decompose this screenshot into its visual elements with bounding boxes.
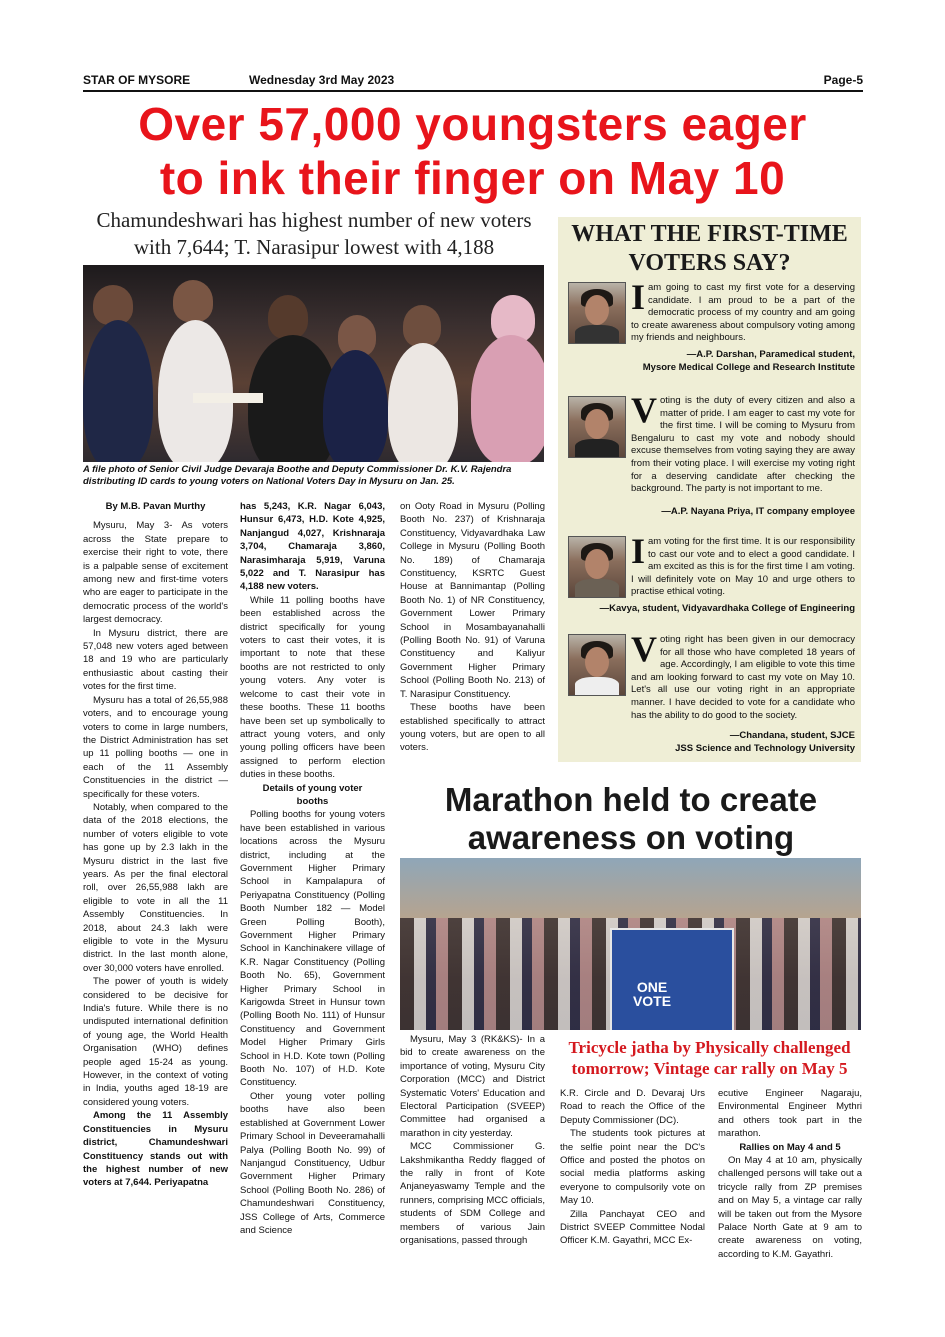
quote-text: am going to cast my first vote for a deserving candidate. I am proud to be a part of the democratic process of my country and am going to create awareness about compulsory voting among my friends and neighbours.: [631, 282, 855, 344]
marathon-headline: [396, 781, 866, 857]
masthead-rule: [83, 90, 863, 92]
box-title-line-2: VOTERS SAY?: [628, 250, 791, 276]
portrait-chandana: [568, 634, 626, 696]
article-column-2: [240, 500, 385, 1237]
drop-cap: I: [631, 277, 646, 317]
paragraph-bold: [240, 500, 385, 594]
tricycle-subhead-line-2: tomorrow; Vintage car rally on May 5: [571, 1059, 848, 1078]
quote-1: [631, 277, 855, 345]
quote-3: [631, 531, 855, 599]
quote-text: oting is the duty of every citizen and also a matter of pride. I am eager to cast my vote for the first time. I will be coming to Mysuru from Bengaluru to cast my vote and nobody should excuse themselves from voting saying they are away from their voting place. I will exercise my voting right for a deserving candidate after checking the background. The party is not important to me.: [631, 395, 855, 495]
attribution-line: —A.P. Darshan, Paramedical student,: [686, 349, 855, 360]
byline: By M.B. Pavan Murthy: [105, 501, 206, 512]
portrait-kavya: [568, 536, 626, 598]
page-number: Page-5: [823, 73, 863, 87]
paragraph: on Ooty Road in Mysuru (Polling Booth No. 237) of Krishnaraja Constituency, Vidyavardhaka Law College in Mysuru (Polling Booth No. 189) of Chamaraja Constituency, KSRTC Guest House at Bannimantap (Polling Booth No. 1) of NR Constituency, Government Lower Primary School in Mosambayanahalli (Polling Booth No. 91) of Varuna Constituency and Kaliyur Government Higher Primary School (Polling Booth No. 213) of T. Narasipur Constituency.: [400, 501, 545, 700]
paragraph: On May 4 at 10 am, physically challenged persons will take out a tricycle rally from ZP premises and on May 5, a vintage car rally will be taken out from the Mysore Palace North Gate at 9 am to create awareness on voting, according to K.M. Gayathri.: [718, 1155, 862, 1260]
attribution-line: —A.P. Nayana Priya, IT company employee: [661, 506, 855, 517]
marathon-photo: [400, 858, 861, 1030]
paragraph: While 11 polling booths have been established across the district specifically for young voters to cast their votes, it is important to note that these booths are not restricted to only young voters. Any voter is welcome to cast their vote in these booths. These 11 booths have been set up symbolically to attract young voters, and only young polling officers have been assigned to perform election duties in these booths.: [240, 594, 385, 781]
box-title-line-1: WHAT THE FIRST-TIME: [571, 221, 848, 247]
shoulders: [575, 677, 619, 695]
paragraph: Mysuru has a total of 26,55,988 voters, and to encourage young voters to come in large numbers, the District Administration has set up 11 polling booths — one in each of the 11 Assembly Constituencies in the district — specifically for these voters.: [83, 694, 228, 800]
drop-cap: I: [631, 531, 646, 571]
poster-text-line-2: VOTE: [632, 993, 672, 1009]
article-column-1: [83, 500, 228, 1190]
attribution-line: JSS Science and Technology University: [675, 742, 855, 754]
face: [585, 549, 609, 579]
deck: [72, 207, 556, 261]
portrait-darshan: [568, 282, 626, 344]
tricycle-subhead-line-1: Tricycle jatha by Physically challenged: [568, 1038, 851, 1057]
quote-text: oting right has been given in our democracy for all those who have completed 18 years of age. Accordingly, I am eligible to vote this time and am looking forward to cast my vote on May 10. Let's all use our voting right in an appropriate manner. I have decided to vote for a candidate who has the ability to do good to the society.: [631, 634, 855, 721]
paper-name: STAR OF MYSORE: [83, 73, 191, 87]
issue-date: Wednesday 3rd May 2023: [249, 73, 395, 87]
paragraph: MCC Commissioner G. Lakshmikantha Reddy flagged of the rally in front of Kote Anjaneyaswamy Temple and the runners, comprising MCC officials, students of SDM College and members of various Jain organisations, passed through: [400, 1141, 545, 1247]
portrait-nayana-priya: [568, 396, 626, 458]
face: [585, 295, 609, 325]
poster-text-line-1: ONE: [636, 979, 668, 995]
headline-line-2: to ink their finger on May 10: [159, 152, 786, 204]
paragraph: The power of youth is widely considered to be decisive for India's future. While there is no undisputed international definition of young age, the World Health Organisation (WHO) defines people aged 15-24 as young. However, in the context of voting in India, youths aged 18-19 are considered young voters.: [83, 976, 228, 1108]
marathon-headline-line-2: awareness on voting: [467, 819, 795, 856]
main-headline: [60, 97, 885, 205]
headline-line-1: Over 57,000 youngsters eager: [138, 98, 807, 150]
box-title: [558, 220, 861, 278]
attribution-line: Mysore Medical College and Research Institute: [642, 361, 855, 373]
drop-cap: V: [631, 629, 657, 669]
attribution-line: —Kavya, student, Vidyavardhaka College of Engineering: [599, 603, 855, 614]
paragraph: Other young voter polling booths have also been established at Government Lower Primary School in Deveeramahalli Palya (Polling Booth No. 99) of Nanjangud Constituency, Udbur Government Higher Primary School (Polling Booth No. 286) of Chamundeshwari Constituency, JSS College of Arts, Commerce and Science: [240, 1090, 385, 1236]
paragraph: K.R. Circle and D. Devaraj Urs Road to reach the Office of the Deputy Commissioner (DC).: [560, 1088, 705, 1126]
marathon-column-2: [560, 1087, 705, 1248]
marathon-headline-line-1: Marathon held to create: [444, 781, 818, 818]
subhead-rallies: Rallies on May 4 and 5: [739, 1141, 841, 1153]
deck-line-2: with 7,644; T. Narasipur lowest with 4,188: [133, 235, 495, 259]
article-column-3: [400, 500, 545, 755]
deck-line-1: Chamundeshwari has highest number of new voters: [96, 208, 532, 232]
shoulders: [575, 439, 619, 457]
paragraph: Polling booths for young voters have been established in various locations across the Mysuru district, including at the Government Higher Primary School in Kampalapura of Periyapatna Constituency (Polling Booth Number 182 — Model Green Polling Booth), Government Higher Primary School in Kanchinakere village of K.R. Nagar Constituency (Polling Booth No. 65), Government Higher Primary School in Karigowda Street in Hunsur town (Polling Booth No. 111) of Hunsur Constituency and Government Model Higher Primary Girls School in H.D. Kote town (Polling Booth No. 107) of H.D. Kote Constituency.: [240, 809, 385, 1089]
shoulders: [575, 579, 619, 597]
paragraph: Mysuru, May 3 (RK&KS)- In a bid to create awareness on the importance of voting, Mysuru City Corporation (MCC) and District Systematic Voters' Education and Electoral Participation (SVEEP) Committee had organised a marathon in city yesterday.: [400, 1034, 545, 1139]
quote-4: [631, 629, 855, 722]
masthead: [83, 73, 863, 89]
photo1-caption: A file photo of Senior Civil Judge Devaraja Boothe and Deputy Commissioner Dr. K.V. Rajendra distributing ID cards to young voters on National Voters Day in Mysuru on Jan. 25.: [83, 464, 512, 487]
paragraph: The students took pictures at the selfie point near the DC's Office and posted the photos on social media platforms asking everyone to compulsorily vote on May 10.: [560, 1128, 705, 1207]
bold-text: Among the 11 Assembly Constituencies in Mysuru district, Chamundeshwari Constituency stands out with the highest number of new voters at 7,644. Periyapatna: [83, 1110, 228, 1189]
paragraph: Notably, when compared to the data of the 2018 elections, the number of voters eligible to vote has gone up by 2.3 lakh in the Mysuru district in the last five years. As per the final electoral roll, over 26,55,988 lakh are eligible to vote in all the 11 Assembly Constituencies. In 2018, about 24.3 lakh were eligible to vote in the Mysuru district. In the last month alone, over 30,000 voters have enrolled.: [83, 801, 228, 974]
quote-3-attribution: [560, 603, 855, 616]
quote-2-attribution: [568, 506, 855, 519]
marathon-column-1: [400, 1033, 545, 1248]
quote-4-attribution: [568, 730, 855, 755]
voter-id-photo: [83, 265, 544, 462]
paragraph: These booths have been established specifically to attract young voters, but are open to all voters.: [400, 702, 545, 754]
tricycle-subhead: [558, 1037, 861, 1079]
quote-2: [631, 390, 855, 496]
shoulders: [575, 325, 619, 343]
subhead-young-booths: Details of young voter booths: [262, 782, 363, 807]
bold-text: has 5,243, K.R. Nagar 6,043, Hunsur 6,473, H.D. Kote 4,925, Nanjangud 4,027, Krishnaraja 3,704, Chamaraja 3,860, Narasimharaja 5,919, Varuna 5,022 and T. Narasipur has 4,188 new voters.: [240, 501, 385, 593]
drop-cap: V: [631, 390, 657, 430]
quote-text: am voting for the first time. It is our responsibility to cast our vote and to elect a good candidate. I am excited as this is for the first time I am voting. I will definitely vote on May 10 and urge others to practise ethical voting.: [631, 536, 855, 598]
paragraph: Zilla Panchayat CEO and District SVEEP Committee Nodal Officer K.M. Gayathri, MCC Ex-: [560, 1208, 705, 1247]
face: [585, 409, 609, 439]
marathon-column-3: [718, 1087, 862, 1261]
quote-1-attribution: [568, 349, 855, 374]
paragraph-bold: [83, 1109, 228, 1189]
paragraph: In Mysuru district, there are 57,048 new voters aged between 18 and 19 who are particularly enthusiastic about casting their votes for the first time.: [83, 627, 228, 693]
paragraph: Mysuru, May 3- As voters across the State prepare to exercise their right to vote, there is a palpable sense of excitement among new and first-time voters who are eager to participate in the democratic process of the world's largest democracy.: [83, 520, 228, 626]
face: [585, 647, 609, 677]
attribution-line: —Chandana, student, SJCE: [729, 730, 855, 741]
paragraph: ecutive Engineer Nagaraju, Environmental Engineer Mythri and others took part in the marathon.: [718, 1088, 862, 1140]
